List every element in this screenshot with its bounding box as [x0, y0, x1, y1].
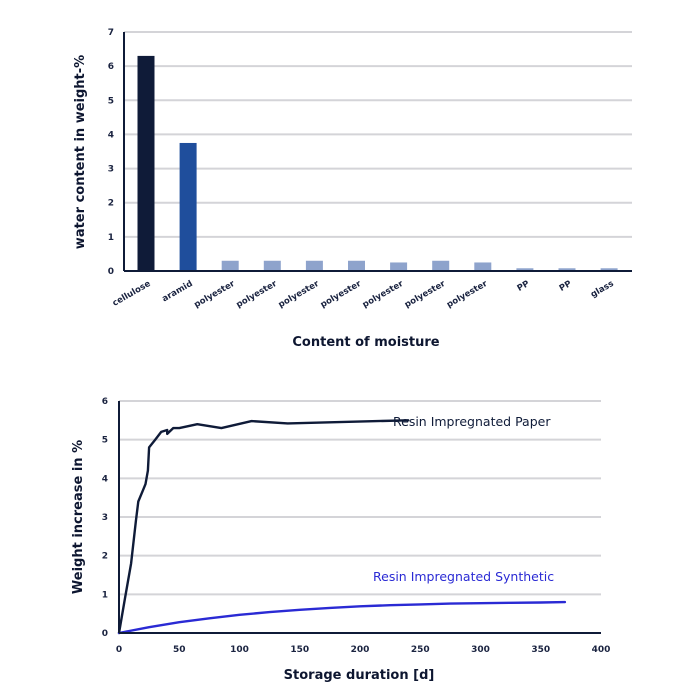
bar-chart-category-label: aramid	[160, 278, 195, 305]
line-chart-series	[119, 420, 565, 633]
line-chart-x-tick-label: 200	[350, 645, 370, 655]
bar-chart-category-label: polyester	[276, 278, 321, 311]
line-chart-x-tick-label: 100	[230, 645, 249, 655]
bar-chart-category-label: polyester	[192, 278, 237, 311]
bar-chart-y-axis-title: water content in weight-%	[73, 54, 88, 250]
bar-chart-y-tick-label: 3	[107, 164, 114, 175]
line-chart-x-ticks	[116, 645, 611, 655]
line-chart-y-axis-title: Weight increase in %	[71, 439, 86, 595]
line-chart-y-ticks	[102, 397, 108, 639]
bar-chart-y-tick-label: 4	[107, 130, 114, 141]
bar-chart-category-label: polyester	[234, 278, 279, 311]
line-chart-y-tick-label: 4	[101, 474, 108, 485]
bar-chart-category-label: polyester	[445, 278, 490, 311]
bar-chart-x-axis-title: Content of moisture	[292, 335, 440, 350]
line-chart-gridlines	[119, 401, 601, 594]
bar-chart-category-label: polyester	[403, 278, 448, 311]
bar-chart-category-label: PP	[557, 278, 574, 294]
bar-chart-y-tick-label: 0	[107, 267, 114, 277]
bar-chart-y-tick-label: 7	[107, 28, 114, 38]
line-chart-y-tick-label: 3	[101, 513, 108, 523]
series-label-resin-synthetic: Resin Impregnated Synthetic	[373, 569, 555, 584]
series-line-resin-synthetic	[119, 602, 565, 633]
bar-chart-category-label: polyester	[360, 278, 406, 311]
line-chart-x-tick-label: 350	[531, 645, 551, 655]
bar-chart-y-tick-label: 5	[107, 96, 114, 107]
bar-chart-category-label: cellulose	[110, 278, 153, 309]
line-chart-x-tick-label: 250	[410, 645, 430, 655]
line-chart-x-tick-label: 0	[115, 645, 123, 655]
line-chart-y-tick-label: 5	[101, 435, 108, 446]
line-chart-x-tick-label: 150	[290, 645, 310, 655]
bar-chart-y-tick-label: 1	[107, 232, 114, 243]
bar-chart-y-tick-label: 2	[107, 198, 114, 209]
bar-chart-category-label: PP	[515, 278, 532, 294]
series-line-resin-paper	[119, 420, 408, 633]
bar-chart-category-label: glass	[589, 278, 616, 301]
line-chart-y-tick-label: 6	[101, 397, 108, 407]
line-chart-y-tick-label: 2	[101, 551, 108, 562]
line-chart-y-tick-label: 1	[101, 590, 108, 601]
line-chart-x-tick-label: 300	[471, 645, 490, 655]
line-chart-x-tick-label: 50	[172, 645, 186, 655]
series-label-resin-paper: Resin Impregnated Paper	[393, 414, 551, 429]
line-chart-x-tick-label: 400	[591, 645, 611, 655]
bar-chart-y-tick-label: 6	[107, 62, 114, 73]
line-chart-y-tick-label: 0	[101, 629, 108, 639]
line-chart-x-axis-title: Storage duration [d]	[283, 668, 435, 683]
bar-chart-category-label: polyester	[318, 278, 363, 311]
